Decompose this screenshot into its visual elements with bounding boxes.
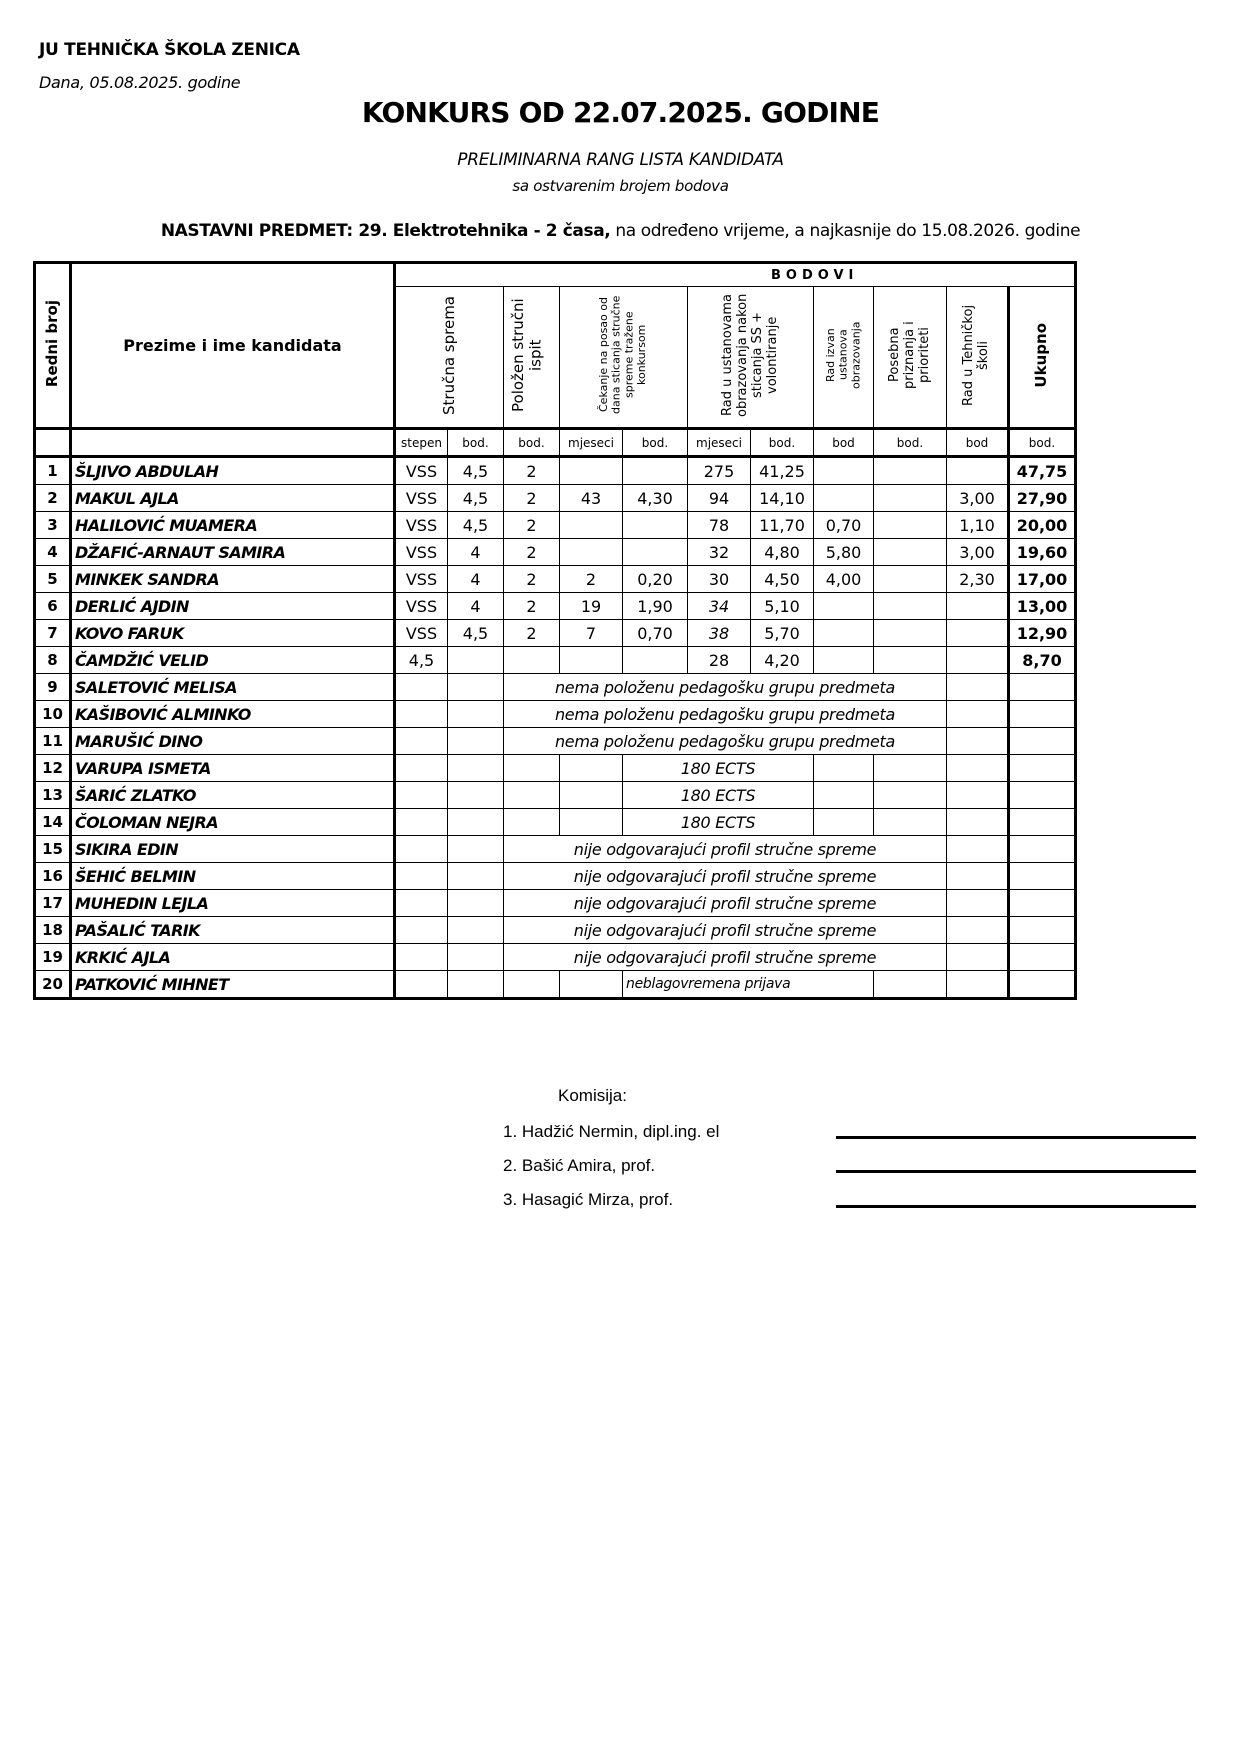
cell-tehnicka [947,620,1009,647]
row-number: 12 [35,755,71,782]
cell-ss-bod [448,944,504,971]
cell-stepen: VSS [395,539,448,566]
cell-tehnicka: 3,00 [947,485,1009,512]
header-bodovi: BODOVI [395,263,1076,287]
cell-tehnicka [947,863,1009,890]
cell-izvan: 4,00 [814,566,874,593]
cell-stepen [395,944,448,971]
cell-stepen: VSS [395,593,448,620]
cell-ss-bod: 4,5 [448,620,504,647]
candidate-name: MAKUL AJLA [71,485,395,512]
cell-ss-bod [448,647,504,674]
cell-izvan [814,755,874,782]
cell-rad-bod: 14,10 [751,485,814,512]
cell-stepen [395,863,448,890]
cell-rad-mj: 34 [688,593,751,620]
subject-rest: na određeno vrijeme, a najkasnije do 15.08.2026. godine [610,221,1081,241]
table-row [35,890,1076,917]
row-number: 2 [35,485,71,512]
header-rad-u-ustanovama: Rad u ustanovama obrazovanja nakon sticanja SS + volontiranje [688,287,814,429]
cell-posebna [874,566,947,593]
row-note: nije odgovarajući profil stručne spreme [504,836,947,863]
cell-ukupno: 8,70 [1009,647,1076,674]
cell-rad-mj: 32 [688,539,751,566]
cell-tehnicka [947,701,1009,728]
candidate-name: VARUPA ISMETA [71,755,395,782]
cell-ss-bod [448,863,504,890]
cell-posebna [874,647,947,674]
row-number: 9 [35,674,71,701]
cell-ukupno: 47,75 [1009,457,1076,485]
cell-izvan [814,620,874,647]
candidate-name: ČAMDŽIĆ VELID [71,647,395,674]
cell-posebna [874,782,947,809]
cell-cek-bod: 4,30 [623,485,688,512]
cell-tehnicka: 1,10 [947,512,1009,539]
unit: mjeseci [688,429,751,457]
cell-ukupno [1009,755,1076,782]
cell-izvan: 5,80 [814,539,874,566]
komisija-label: Komisija: [558,1086,627,1105]
row-number: 4 [35,539,71,566]
cell-posebna [874,512,947,539]
candidate-name: ČOLOMAN NEJRA [71,809,395,836]
document-date: Dana, 05.08.2025. godine [39,73,241,92]
page-title: KONKURS OD 22.07.2025. GODINE [361,96,880,129]
cell-stepen: 4,5 [395,647,448,674]
cell-rad-mj: 78 [688,512,751,539]
candidate-name: HALILOVIĆ MUAMERA [71,512,395,539]
row-number: 7 [35,620,71,647]
cell-stepen [395,782,448,809]
cell-ukupno [1009,863,1076,890]
candidate-name: SALETOVIĆ MELISA [71,674,395,701]
row-number: 8 [35,647,71,674]
cell-izvan [814,809,874,836]
table-row [35,620,1076,647]
cell-stepen: VSS [395,512,448,539]
ranking-table [33,261,1077,1000]
row-number: 17 [35,890,71,917]
cell-cek-bod [623,512,688,539]
candidate-name: KRKIĆ AJLA [71,944,395,971]
cell-stepen [395,836,448,863]
cell-ss-bod: 4 [448,566,504,593]
cell-cek-bod: 0,20 [623,566,688,593]
candidate-name: DŽAFIĆ-ARNAUT SAMIRA [71,539,395,566]
cell-stepen [395,971,448,999]
cell-ukupno: 27,90 [1009,485,1076,512]
cell-ispit [504,755,560,782]
row-note: nema položenu pedagošku grupu predmeta [504,728,947,755]
cell-ispit: 2 [504,620,560,647]
cell-ss-bod [448,809,504,836]
school-name: JU TEHNIČKA ŠKOLA ZENICA [39,40,300,60]
cell-tehnicka [947,457,1009,485]
header-redni-broj: Redni broj [35,263,71,429]
cell-ss-bod [448,701,504,728]
unit: bod [947,429,1009,457]
header-strucna-sprema: Stručna sprema [395,287,504,429]
cell-izvan [814,593,874,620]
cell-stepen: VSS [395,485,448,512]
unit: bod. [448,429,504,457]
candidate-name: ŠARIĆ ZLATKO [71,782,395,809]
candidate-name: PATKOVIĆ MIHNET [71,971,395,999]
unit: bod. [623,429,688,457]
header-ukupno: Ukupno [1009,287,1076,429]
cell-rad-bod: 41,25 [751,457,814,485]
row-note: 180 ECTS [623,809,814,836]
cell-ukupno [1009,701,1076,728]
cell-ukupno: 20,00 [1009,512,1076,539]
cell-posebna [874,809,947,836]
cell-stepen [395,674,448,701]
row-number: 5 [35,566,71,593]
row-note: nema položenu pedagošku grupu predmeta [504,674,947,701]
cell-tehnicka [947,944,1009,971]
komisija-member: 1. Hadžić Nermin, dipl.ing. el [503,1122,720,1141]
cell-stepen: VSS [395,620,448,647]
table-row [35,539,1076,566]
cell-ispit [504,809,560,836]
cell-cek-mj [560,539,623,566]
cell-cek-bod [623,647,688,674]
cell-tehnicka [947,809,1009,836]
cell-ispit: 2 [504,593,560,620]
row-number: 15 [35,836,71,863]
row-number: 14 [35,809,71,836]
cell-ukupno [1009,728,1076,755]
row-note: nije odgovarajući profil stručne spreme [504,944,947,971]
row-number: 11 [35,728,71,755]
unit: mjeseci [560,429,623,457]
row-number: 19 [35,944,71,971]
subject-bold: NASTAVNI PREDMET: 29. Elektrotehnika - 2 časa, [160,221,611,241]
cell-izvan [814,647,874,674]
cell-ukupno [1009,917,1076,944]
cell-tehnicka [947,674,1009,701]
table-row [35,863,1076,890]
cell-rad-mj: 38 [688,620,751,647]
cell-posebna [874,593,947,620]
cell-cek-bod: 1,90 [623,593,688,620]
cell-ss-bod [448,917,504,944]
subject-line [0,221,1241,241]
cell-ss-bod [448,890,504,917]
cell-tehnicka [947,971,1009,999]
table-row [35,674,1076,701]
cell-stepen: VSS [395,457,448,485]
candidate-name: DERLIĆ AJDIN [71,593,395,620]
row-note: nije odgovarajući profil stručne spreme [504,863,947,890]
cell-tehnicka [947,593,1009,620]
cell-ss-bod [448,782,504,809]
row-note: nije odgovarajući profil stručne spreme [504,917,947,944]
cell-tehnicka [947,917,1009,944]
cell-cek-mj: 19 [560,593,623,620]
cell-cek-mj [560,647,623,674]
cell-stepen [395,701,448,728]
table-row [35,809,1076,836]
cell-posebna [874,457,947,485]
cell-stepen [395,917,448,944]
table-row [35,755,1076,782]
unit: bod [814,429,874,457]
table-row [35,457,1076,485]
candidate-name: MARUŠIĆ DINO [71,728,395,755]
cell-rad-mj: 275 [688,457,751,485]
cell-tehnicka: 2,30 [947,566,1009,593]
table-row [35,485,1076,512]
table-row [35,917,1076,944]
cell-ispit: 2 [504,512,560,539]
page-subtitle-2: sa ostvarenim brojem bodova [512,177,729,195]
cell-posebna [874,971,947,999]
cell-rad-mj: 30 [688,566,751,593]
candidate-name: MUHEDIN LEJLA [71,890,395,917]
row-number: 6 [35,593,71,620]
candidate-name: ŠEHIĆ BELMIN [71,863,395,890]
cell-ss-bod: 4,5 [448,457,504,485]
row-number: 20 [35,971,71,999]
cell-ispit [504,971,560,999]
cell-cek-bod [623,539,688,566]
cell-rad-bod: 5,70 [751,620,814,647]
komisija-member: 3. Hasagić Mirza, prof. [503,1190,674,1209]
cell-rad-mj: 94 [688,485,751,512]
cell-posebna [874,755,947,782]
header-polozen-ispit: Položen stručni ispit [504,287,560,429]
cell-stepen [395,728,448,755]
cell-cek-mj: 43 [560,485,623,512]
cell-ukupno: 13,00 [1009,593,1076,620]
cell-posebna [874,539,947,566]
cell-tehnicka [947,647,1009,674]
cell-rad-bod: 5,10 [751,593,814,620]
cell-rad-mj: 28 [688,647,751,674]
cell-izvan [814,457,874,485]
cell-cek-mj [560,512,623,539]
cell-tehnicka [947,755,1009,782]
unit: bod. [1009,429,1076,457]
cell-ispit [504,782,560,809]
cell-ukupno: 12,90 [1009,620,1076,647]
row-number: 18 [35,917,71,944]
cell-tehnicka [947,890,1009,917]
cell-rad-bod: 4,50 [751,566,814,593]
header-rad-izvan: Rad izvan ustanova obrazovanja [814,287,874,429]
row-number: 1 [35,457,71,485]
cell-stepen [395,890,448,917]
row-number: 16 [35,863,71,890]
cell-stepen [395,809,448,836]
table-row [35,593,1076,620]
cell-ispit: 2 [504,485,560,512]
cell-stepen: VSS [395,566,448,593]
cell-ss-bod [448,836,504,863]
cell-ispit [504,647,560,674]
cell-ukupno: 17,00 [1009,566,1076,593]
unit: bod. [874,429,947,457]
table-row [35,647,1076,674]
header-cekanje: Čekanje na posao od dana sticanja stručne spreme tražene konkursom [560,287,688,429]
header-posebna: Posebna priznanja i prioriteti [874,287,947,429]
header-name: Prezime i ime kandidata [71,263,395,429]
cell-ukupno [1009,890,1076,917]
table-row [35,728,1076,755]
unit: stepen [395,429,448,457]
signature-line [836,1170,1196,1173]
cell-ukupno [1009,971,1076,999]
cell-cek-mj [560,809,623,836]
table-row [35,566,1076,593]
cell-ss-bod [448,755,504,782]
row-note: neblagovremena prijava [623,971,874,999]
cell-ukupno [1009,809,1076,836]
cell-ss-bod [448,971,504,999]
header-tehnicka: Rad u Tehničkoj školi [947,287,1009,429]
cell-ukupno: 19,60 [1009,539,1076,566]
cell-rad-bod: 4,80 [751,539,814,566]
cell-ss-bod: 4,5 [448,485,504,512]
row-number: 3 [35,512,71,539]
cell-ukupno [1009,944,1076,971]
cell-ss-bod [448,728,504,755]
cell-izvan [814,782,874,809]
cell-izvan [814,485,874,512]
candidate-name: ŠLJIVO ABDULAH [71,457,395,485]
cell-posebna [874,620,947,647]
cell-ss-bod: 4 [448,539,504,566]
cell-ukupno [1009,836,1076,863]
cell-rad-bod: 11,70 [751,512,814,539]
cell-cek-bod: 0,70 [623,620,688,647]
row-note: nije odgovarajući profil stručne spreme [504,890,947,917]
unit: bod. [504,429,560,457]
candidate-name: PAŠALIĆ TARIK [71,917,395,944]
cell-ss-bod: 4 [448,593,504,620]
cell-cek-mj: 7 [560,620,623,647]
cell-ispit: 2 [504,566,560,593]
cell-ispit: 2 [504,457,560,485]
cell-tehnicka [947,728,1009,755]
cell-tehnicka: 3,00 [947,539,1009,566]
cell-posebna [874,485,947,512]
candidate-name: KOVO FARUK [71,620,395,647]
cell-cek-mj [560,457,623,485]
units-row [35,429,1076,457]
cell-stepen [395,755,448,782]
cell-izvan: 0,70 [814,512,874,539]
signature-line [836,1136,1196,1139]
table-row [35,512,1076,539]
signature-line [836,1205,1196,1208]
page-subtitle: PRELIMINARNA RANG LISTA KANDIDATA [457,150,784,170]
komisija-member: 2. Bašić Amira, prof. [503,1156,656,1175]
cell-rad-bod: 4,20 [751,647,814,674]
candidate-name: KAŠIBOVIĆ ALMINKO [71,701,395,728]
cell-cek-mj [560,755,623,782]
table-row [35,971,1076,999]
cell-tehnicka [947,836,1009,863]
cell-ukupno [1009,674,1076,701]
candidate-name: SIKIRA EDIN [71,836,395,863]
candidate-name: MINKEK SANDRA [71,566,395,593]
cell-ispit: 2 [504,539,560,566]
cell-ss-bod: 4,5 [448,512,504,539]
cell-tehnicka [947,782,1009,809]
table-row [35,836,1076,863]
row-number: 10 [35,701,71,728]
row-note: 180 ECTS [623,755,814,782]
unit: bod. [751,429,814,457]
row-number: 13 [35,782,71,809]
cell-ss-bod [448,674,504,701]
table-row [35,701,1076,728]
row-note: nema položenu pedagošku grupu predmeta [504,701,947,728]
cell-cek-mj [560,782,623,809]
row-note: 180 ECTS [623,782,814,809]
table-row [35,782,1076,809]
cell-cek-bod [623,457,688,485]
cell-cek-mj [560,971,623,999]
cell-cek-mj: 2 [560,566,623,593]
cell-ukupno [1009,782,1076,809]
table-row [35,944,1076,971]
